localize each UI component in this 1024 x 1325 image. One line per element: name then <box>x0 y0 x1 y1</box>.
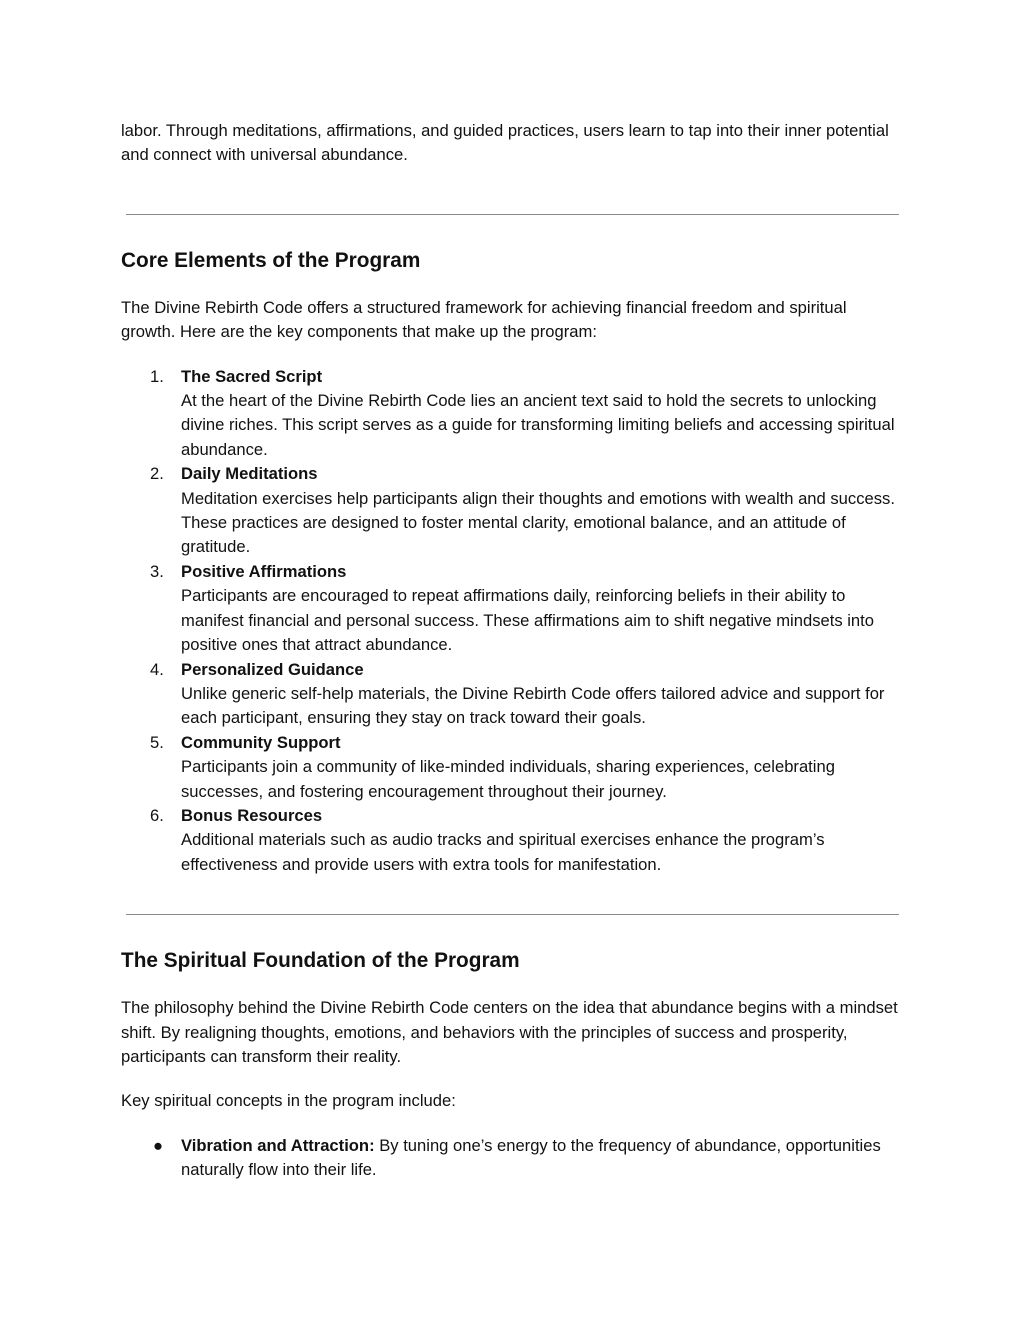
intro-continuation-paragraph: labor. Through meditations, affirmations, and guided practices, users learn to tap into their inner potential and connect with universal abundance. <box>121 121 889 165</box>
list-item-description: Additional materials such as audio tracks and spiritual exercises enhance the program’s effectiveness and provide users with extra tools for manifestation. <box>181 830 825 874</box>
list-item-title: The Sacred Script <box>181 366 323 386</box>
list-item-title: Personalized Guidance <box>181 659 364 679</box>
list-item <box>121 731 905 804</box>
concept-text: By tuning one’s energy to the frequency of abundance, opportunities naturally flow into their life. <box>181 1135 881 1180</box>
bullet-icon: ● <box>153 1135 164 1155</box>
list-item-number: 3. <box>150 561 164 581</box>
spiritual-foundation-paragraph: The philosophy behind the Divine Rebirth Code centers on the idea that abundance begins with a mindset shift. By realigning thoughts, emotions, and behaviors with the principles of success and prosperity, participants can transform their reality. <box>121 998 898 1066</box>
list-item <box>121 658 905 731</box>
core-elements-intro: The Divine Rebirth Code offers a structured framework for achieving financial freedom and spiritual growth. Here are the key components that make up the program: <box>121 297 847 342</box>
list-item-number: 1. <box>150 366 164 386</box>
list-item-description: Participants are encouraged to repeat affirmations daily, reinforcing beliefs in their ability to manifest financial and personal success. These affirmations aim to shift negative mindsets into positive ones that attract abundance. <box>181 586 874 655</box>
concept-lead: Vibration and Attraction: <box>181 1135 375 1155</box>
list-item <box>121 462 905 560</box>
list-item <box>121 560 905 658</box>
section-heading-core-elements: Core Elements of the Program <box>121 248 421 272</box>
list-item-title: Daily Meditations <box>181 464 318 484</box>
list-item <box>121 1134 905 1183</box>
key-concepts-list <box>121 1134 905 1183</box>
list-item-description: Meditation exercises help participants align their thoughts and emotions with wealth and success. These practices are designed to foster mental clarity, emotional balance, and an attitude of gratitude. <box>181 488 895 557</box>
list-item-number: 4. <box>150 659 164 679</box>
list-item-title: Community Support <box>181 732 341 752</box>
section-heading-spiritual-foundation: The Spiritual Foundation of the Program <box>121 949 520 973</box>
list-item-title: Positive Affirmations <box>181 561 347 581</box>
core-elements-list <box>121 365 905 878</box>
list-item <box>121 804 905 877</box>
list-item-number: 2. <box>150 464 164 484</box>
list-item <box>121 365 905 463</box>
list-item-description: Participants join a community of like-minded individuals, sharing experiences, celebrating successes, and fostering encouragement throughout their journey. <box>181 757 835 801</box>
list-item-title: Bonus Resources <box>181 805 323 825</box>
list-item-number: 5. <box>150 732 164 752</box>
list-item-number: 6. <box>150 805 164 825</box>
list-item-description: Unlike generic self-help materials, the Divine Rebirth Code offers tailored advice and support for each participant, ensuring they stay on track toward their goals. <box>181 683 885 728</box>
list-item-description: At the heart of the Divine Rebirth Code lies an ancient text said to hold the secrets to unlocking divine riches. This script serves as a guide for transforming limiting beliefs and accessing spiritual abundance. <box>181 391 895 459</box>
document-page <box>121 119 905 1183</box>
key-concepts-intro: Key spiritual concepts in the program include: <box>121 1091 456 1111</box>
